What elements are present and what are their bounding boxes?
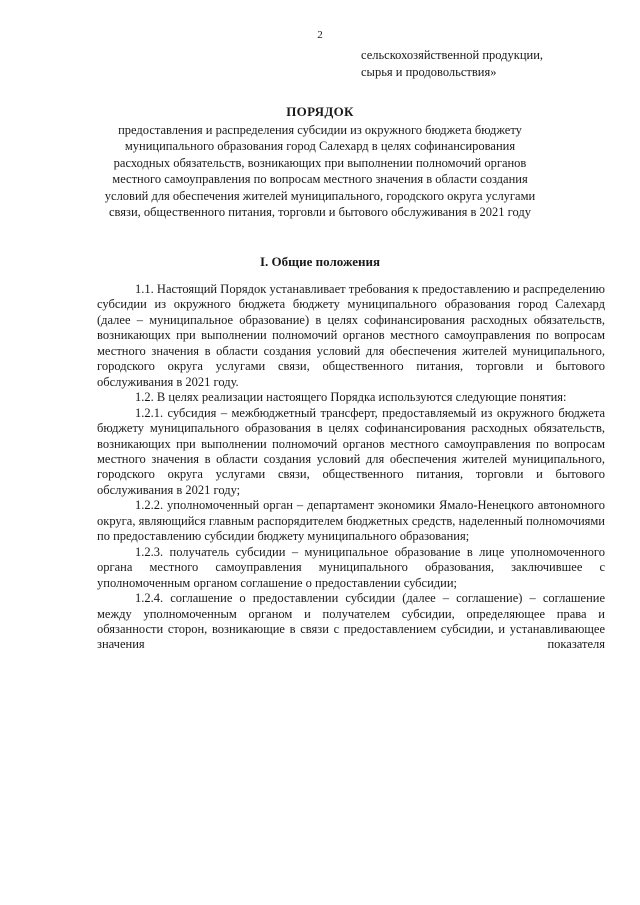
paragraph-1-2-3: 1.2.3. получатель субсидии – муниципальное образование в лице уполномоченного органа местного самоуправления муниципального образования, заключившее с уполномоченным органом соглашение о предоставлении субсидии; — [97, 544, 605, 590]
header-tail-line: сырья и продовольствия» — [361, 65, 497, 79]
paragraph-1-2: 1.2. В целях реализации настоящего Порядка используются следующие понятия: — [135, 390, 567, 405]
page-number: 2 — [317, 29, 323, 41]
header-tail-line: сельскохозяйственной продукции, — [361, 48, 544, 62]
document-title: ПОРЯДОК — [286, 104, 354, 119]
section-heading: I. Общие положения — [260, 254, 380, 269]
paragraph-1-2-2: 1.2.2. уполномоченный орган – департамент экономики Ямало-Ненецкого автономного округа, являющийся главным распорядителем бюджетных средств, наделенный полномочиями по предоставлению субсидии бюджету муниципального образования; — [97, 498, 605, 544]
header-tail — [361, 47, 543, 81]
document-body — [97, 282, 605, 653]
paragraph-1-1: 1.1. Настоящий Порядок устанавливает требования к предоставлению и распределению субсидии из окружного бюджета бюджету муниципального образования город Салехард (далее – муниципальное образование) в целях софинансирования расходных обязательств, возникающих при выполнении полномочий органов местного самоуправления по вопросам местного значения в области создания условий для обеспечения жителей муниципального, городского округа услугами связи, общественного питания, торговли и бытового обслуживания в 2021 году. — [97, 282, 605, 389]
paragraph-1-2-1: 1.2.1. субсидия – межбюджетный трансферт, предоставляемый из окружного бюджета бюджету муниципального образования в целях софинансирования расходных обязательств, возникающих при выполнении полномочий органов местного самоуправления по вопросам местного значения в области создания условий для обеспечения жителей муниципального, городского округа услугами связи, общественного питания, торговли и бытового обслуживания в 2021 году; — [97, 405, 605, 497]
document-subtitle: предоставления и распределения субсидии из окружного бюджета бюджету муниципального образования город Салехард в целях софинансирования расходных обязательств, возникающих при выполнении полномочий органов местного самоуправления по вопросам местного значения в области создания условий для обеспечения жителей муниципального, городского округа услугами связи, общественного питания, торговли и бытового обслуживания в 2021 году — [104, 123, 536, 220]
paragraph-1-2-4: 1.2.4. соглашение о предоставлении субсидии (далее – соглашение) – соглашение между уполномоченным органом и получателем субсидии, определяющее права и обязанности сторон, возникающие в связи с предоставлением субсидии, и устанавливающее значения показателя — [97, 591, 605, 652]
